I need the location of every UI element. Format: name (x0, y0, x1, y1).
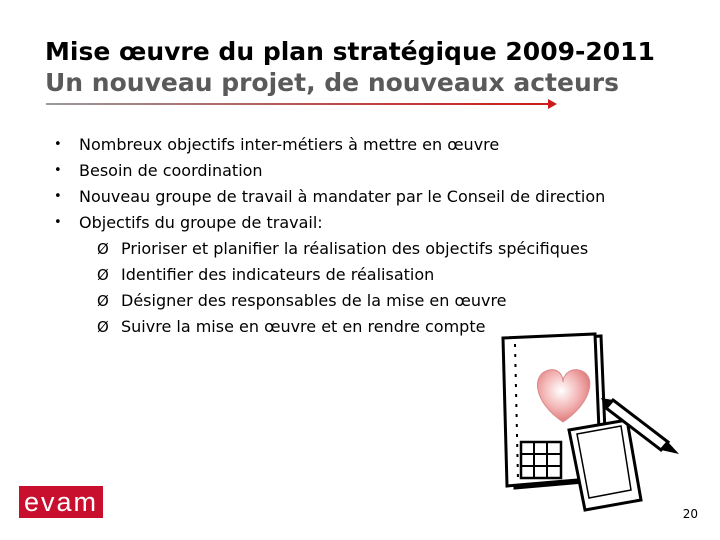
notepad-heart-pen-icon (493, 330, 693, 530)
page-number: 20 (682, 507, 698, 521)
arrow-bullet-icon: Ø (97, 240, 109, 258)
bullet-item (48, 158, 668, 184)
arrow-bullet-icon: Ø (97, 266, 109, 284)
sub-bullet-text: Désigner des responsables de la mise en œuvre (121, 291, 507, 310)
bullet-dot-icon: • (54, 189, 62, 204)
title-underline-arrow-icon (548, 99, 557, 109)
sub-bullet-text: Identifier des indicateurs de réalisation (121, 265, 435, 284)
arrow-bullet-icon: Ø (97, 318, 109, 336)
bullet-dot-icon: • (54, 137, 62, 152)
title-line-1: Mise œuvre du plan stratégique 2009-2011 (45, 37, 655, 66)
bullet-dot-icon: • (54, 163, 62, 178)
bullet-item (48, 210, 668, 236)
sub-bullet-item (48, 262, 668, 288)
sub-bullet-text: Prioriser et planifier la réalisation des objectifs spécifiques (121, 239, 589, 258)
bullet-item (48, 132, 668, 158)
sub-bullet-item (48, 236, 668, 262)
title-line-2: Un nouveau projet, de nouveaux acteurs (45, 68, 619, 97)
sub-bullet-item (48, 288, 668, 314)
bullet-item (48, 184, 668, 210)
logo-text: evam (23, 487, 99, 517)
arrow-bullet-icon: Ø (97, 292, 109, 310)
slide-title (45, 36, 685, 98)
title-underline (46, 103, 552, 105)
bullet-text: Besoin de coordination (79, 161, 263, 180)
bullet-text: Nouveau groupe de travail à mandater par le Conseil de direction (79, 187, 606, 206)
bullet-list (48, 132, 668, 340)
bullet-dot-icon: • (54, 215, 62, 230)
bullet-text: Nombreux objectifs inter-métiers à mettre en œuvre (79, 135, 500, 154)
bullet-text: Objectifs du groupe de travail: (79, 213, 323, 232)
evam-logo (19, 486, 103, 518)
sub-bullet-text: Suivre la mise en œuvre et en rendre compte (121, 317, 486, 336)
